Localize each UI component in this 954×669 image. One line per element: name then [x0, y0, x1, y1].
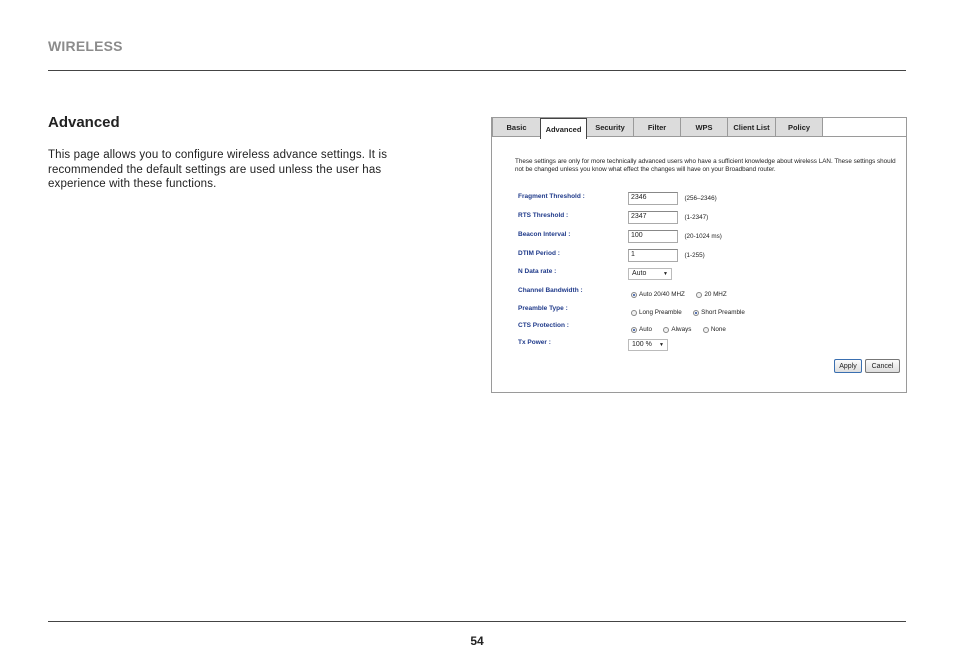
tab-bar: [492, 118, 822, 137]
dtim-period-input[interactable]: 1: [628, 249, 678, 262]
beacon-interval-hint: (20-1024 ms): [684, 233, 722, 241]
advanced-warning-note: These settings are only for more technically advanced users who have a sufficient knowledge about wireless LAN. These settings should not be changed unless you know what effect the changes will have on your Broadband router.: [515, 158, 896, 174]
tab-policy[interactable]: Policy: [775, 118, 823, 137]
n-data-rate-select[interactable]: [628, 268, 672, 280]
dropdown-arrow-icon: ▼: [659, 341, 664, 348]
dropdown-arrow-icon: ▼: [663, 270, 668, 277]
preamble-long-label: Long Preamble: [639, 309, 682, 317]
tab-advanced[interactable]: Advanced: [540, 118, 587, 139]
tab-wps[interactable]: WPS: [680, 118, 728, 137]
tab-client-list[interactable]: Client List: [727, 118, 776, 137]
fragment-threshold-input[interactable]: 2346: [628, 192, 678, 205]
router-settings-panel: [491, 117, 907, 393]
intro-text: This page allows you to configure wireless advance settings. It is recommended the default settings are used unless the user has experience with these functions.: [48, 149, 388, 190]
preamble-short-label: Short Preamble: [701, 309, 745, 317]
beacon-interval-input[interactable]: 100: [628, 230, 678, 243]
cts-protection-label: CTS Protection :: [518, 322, 569, 329]
cts-auto-radio[interactable]: [631, 327, 637, 333]
cts-none-radio[interactable]: [703, 327, 709, 333]
cts-none-label: None: [710, 326, 726, 334]
channel-bandwidth-label: Channel Bandwidth :: [518, 287, 583, 294]
tx-power-label: Tx Power :: [518, 339, 551, 346]
rts-threshold-label: RTS Threshold :: [518, 212, 569, 219]
tab-security[interactable]: Security: [586, 118, 634, 137]
fragment-threshold-label: Fragment Threshold :: [518, 193, 585, 200]
dtim-period-hint: (1-255): [684, 252, 705, 260]
dtim-period-label: DTIM Period :: [518, 250, 560, 257]
n-data-rate-label: N Data rate :: [518, 268, 557, 275]
bandwidth-auto-label: Auto 20/40 MHZ: [639, 291, 685, 299]
fragment-threshold-hint: (256–2346): [684, 195, 717, 203]
section-header: WIRELESS: [48, 38, 123, 54]
cts-always-radio[interactable]: [663, 327, 669, 333]
apply-button[interactable]: Apply: [834, 359, 862, 373]
bandwidth-20-label: 20 MHZ: [704, 291, 727, 299]
rts-threshold-input[interactable]: 2347: [628, 211, 678, 224]
rts-threshold-hint: (1-2347): [684, 214, 709, 222]
header-rule: [48, 70, 906, 71]
bandwidth-auto-radio[interactable]: [631, 292, 637, 298]
tx-power-value: 100 %: [632, 341, 652, 349]
footer-rule: [48, 621, 906, 622]
cts-always-label: Always: [671, 326, 692, 334]
cts-auto-label: Auto: [639, 326, 652, 334]
tx-power-select[interactable]: [628, 339, 668, 351]
cancel-button[interactable]: Cancel: [865, 359, 900, 373]
tab-filter[interactable]: Filter: [633, 118, 681, 137]
n-data-rate-value: Auto: [632, 270, 647, 278]
page-number: 54: [470, 634, 484, 648]
tab-basic[interactable]: Basic: [492, 118, 541, 137]
preamble-long-radio[interactable]: [631, 310, 637, 316]
section-title: Advanced: [48, 114, 120, 131]
beacon-interval-label: Beacon Interval :: [518, 231, 571, 238]
preamble-type-label: Preamble Type :: [518, 305, 568, 312]
preamble-short-radio[interactable]: [693, 310, 699, 316]
bandwidth-20-radio[interactable]: [696, 292, 702, 298]
